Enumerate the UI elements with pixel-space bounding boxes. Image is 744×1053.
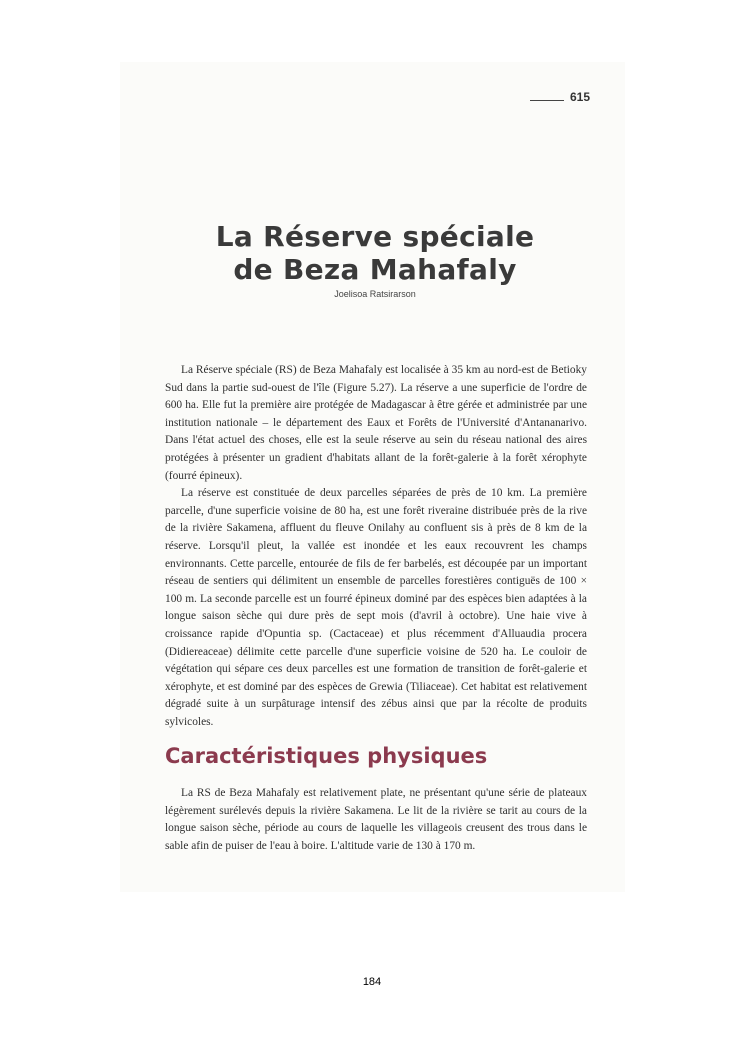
intro-text bbox=[165, 362, 587, 731]
paragraph: La Réserve spéciale (RS) de Beza Mahafaly est localisée à 35 km au nord-est de Betioky Sud dans la partie sud-ouest de l'île (Figure 5.27). La réserve a une superficie de l'ordre de 600 ha. Elle fut la première aire protégée de Madagascar à être gérée et administrée par une institution nationale – le département des Eaux et Forêts de l'Université d'Antananarivo. Dans l'état actuel des choses, elle est la seule réserve au sein du réseau national des aires protégées à présenter un gradient d'habitats allant de la forêt-galerie à la forêt xérophyte (fourré épineux). bbox=[165, 364, 587, 482]
title-line-2: de Beza Mahafaly bbox=[233, 253, 517, 286]
paragraph: La réserve est constituée de deux parcelles séparées de près de 10 km. La première parcelle, d'une superficie voisine de 80 ha, est une forêt riveraine distribuée près de la rive de la rivière Sakamena, affluent du fleuve Onilahy au confluent sis à près de 8 km de la réserve. Lorsqu'il pleut, la vallée est inondée et les eaux recouvrent les champs environnants. Cette parcelle, entourée de fils de fer barbelés, est découpée par un important réseau de sentiers qui délimitent un ensemble de parcelles forestières contiguës de 100 × 100 m. La seconde parcelle est un fourré épineux dominé par des espèces bien adaptées à la longue saison sèche qui dure près de sept mois (d'avril à octobre). Une haie vive à croissance rapide d'Opuntia sp. (Cactaceae) et plus récemment d'Alluaudia procera (Didiereaceae) délimite cette parcelle d'une superficie voisine de 520 ha. Le couloir de végétation qui sépare ces deux parcelles est une formation de transition de forêt-galerie et xérophyte, et est dominé par des espèces de Grewia (Tiliaceae). Cet habitat est relativement dégradé suite à un surpâturage intensif des zébus ainsi que par la récolte de produits sylvicoles. bbox=[165, 487, 587, 728]
page-number-rule bbox=[530, 100, 564, 101]
paragraph: La RS de Beza Mahafaly est relativement plate, ne présentant qu'une série de plateaux légèrement surélevés depuis la rivière Sakamena. Le lit de la rivière se tarit au cours de la longue saison sèche, période au cours de laquelle les villageois creusent des trous dans le sable afin de puiser de l'eau à boire. L'altitude varie de 130 à 170 m. bbox=[165, 787, 587, 852]
footer-page-number: 184 bbox=[362, 976, 382, 988]
page-number: 615 bbox=[569, 90, 590, 104]
section-heading: Caractéristiques physiques bbox=[165, 744, 488, 768]
section-text bbox=[165, 785, 587, 855]
article-title bbox=[180, 220, 570, 286]
author: Joelisoa Ratsirarson bbox=[334, 289, 416, 299]
title-line-1: La Réserve spéciale bbox=[215, 220, 535, 253]
